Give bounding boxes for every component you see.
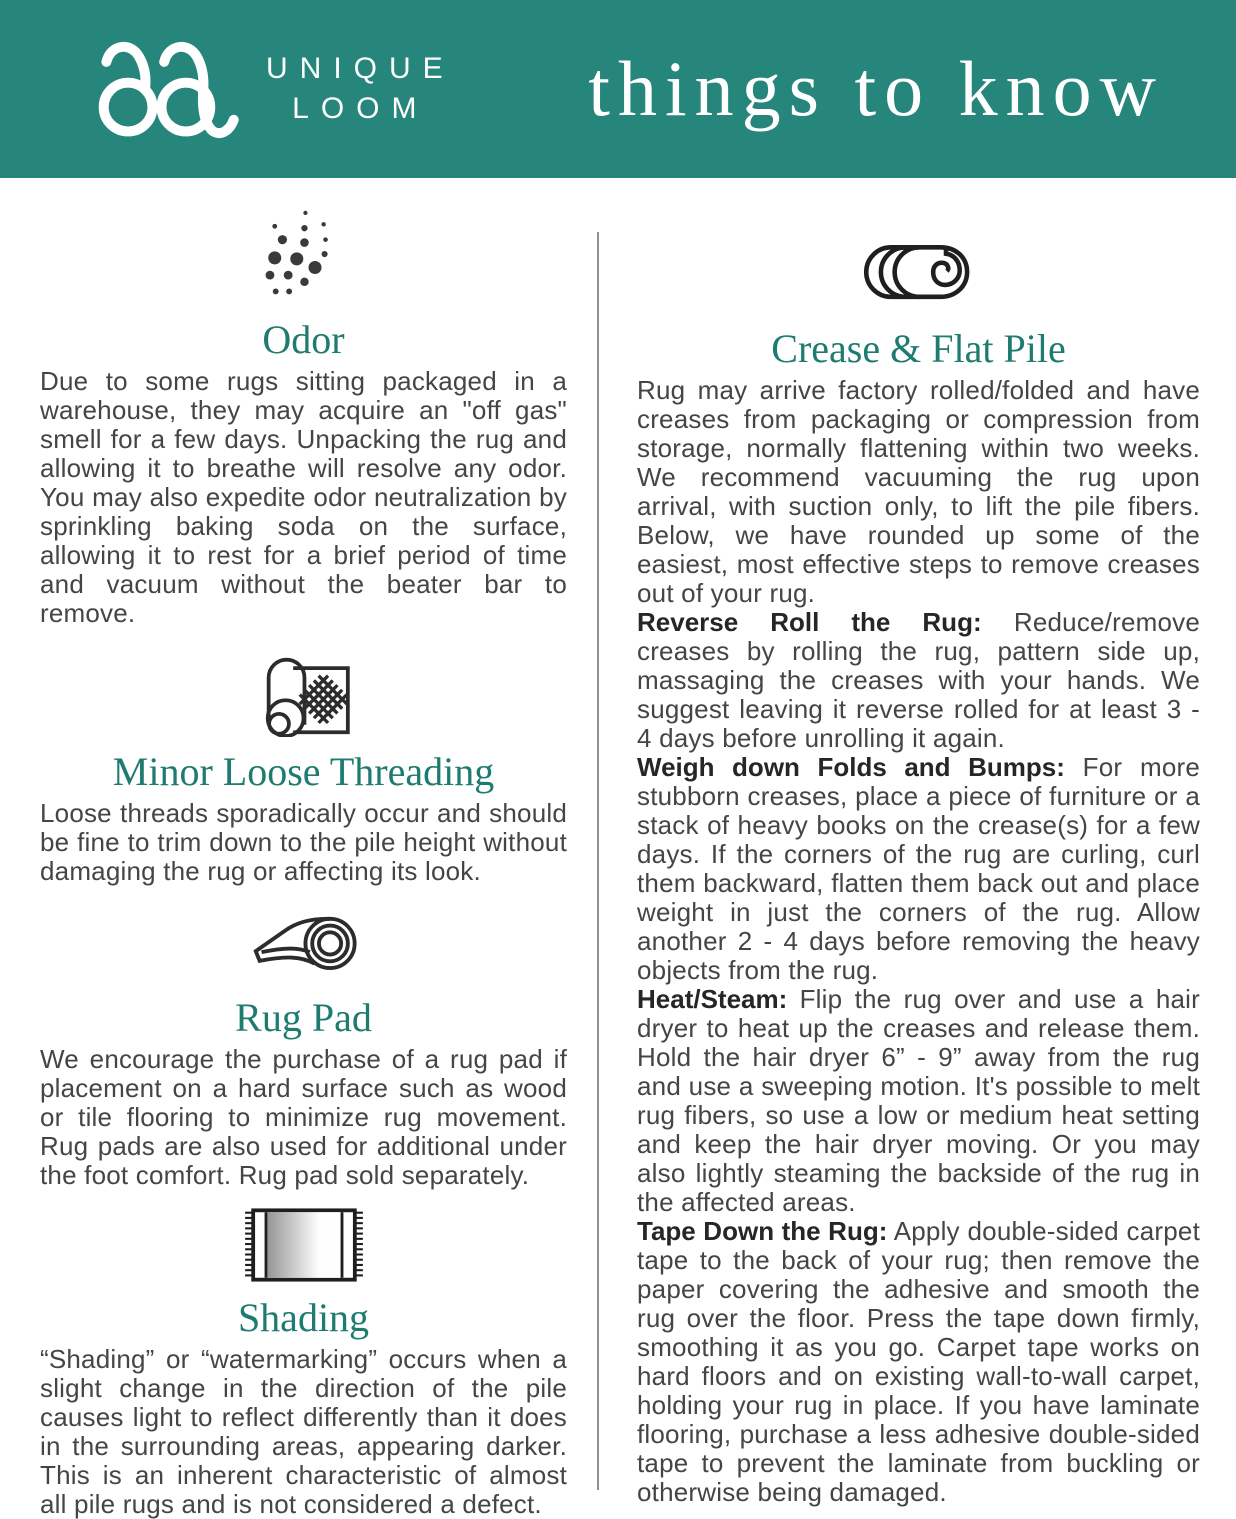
section-odor [40,205,567,628]
tip-tape-down-text: Apply double-sided carpet tape to the back of your rug; then remove the paper covering the adhesive and smooth the rug over the floor. Press the tape down firmly, smoothing it as you go. Carpet tape works on hard floors and on existing wall-to-wall carpet, holding your rug in place. If you have laminate flooring, purchase a less adhesive double-sided tape to prevent the laminate from buckling or otherwise being damaged. [637,1216,1200,1507]
tip-heat-steam-label: Heat/Steam: [637,984,788,1014]
section-title-odor: Odor [262,317,345,362]
tip-tape-down-label: Tape Down the Rug: [637,1216,888,1246]
section-minor-loose-threading [40,638,567,886]
rolled-rug-crosshatch-icon [249,638,359,737]
tip-reverse-roll-label: Reverse Roll the Rug: [637,607,982,637]
rug-pad-roll-icon [241,901,367,983]
left-column [40,178,567,1519]
tip-reverse-roll-text: Reduce/remove creases by rolling the rug, pattern side up, massaging the creases with your hands. We suggest leaving it reverse rolled for at least 3 - 4 days before unrolling it again. [637,607,1200,753]
tip-reverse-roll [637,608,1200,753]
unique-loom-dd-logo-icon [90,33,242,145]
rolled-rug-end-icon [858,240,979,306]
shaded-rug-icon [242,1207,366,1283]
section-intro-crease: Rug may arrive factory rolled/folded and have creases from packaging or compression from storage, normally flattening within two weeks. We recommend vacuuming the rug upon arrival, with suction only, to lift the pile fibers. Below, we have rounded up some of the easiest, most effective steps to remove creases out of your rug. [637,375,1200,608]
tip-heat-steam-text: Flip the rug over and use a hair dryer to heat up the creases and release them. Hold the hair dryer 6” - 9” away from the rug and use a sweeping motion. It's possible to melt rug fibers, so use a low or medium heat setting and keep the hair dryer moving. Or you may also lightly steaming the backside of the rug in the affected areas. [637,984,1200,1217]
section-title-crease: Crease & Flat Pile [771,326,1066,371]
tip-weigh-down [637,753,1200,985]
unique-loom-logo [90,33,455,145]
tip-tape-down [637,1217,1200,1507]
section-shading [40,1207,567,1519]
section-body-threading: Loose threads sporadically occur and should be fine to trim down to the pile height without damaging the rug or affecting its look. [40,798,567,886]
section-crease-flat-pile [637,240,1200,1507]
section-title-rugpad: Rug Pad [235,995,372,1040]
brand-line2: LOOM [292,92,429,125]
right-column [599,178,1200,1507]
brand-line1: UNIQUE [266,52,455,85]
section-title-shading: Shading [237,1295,370,1340]
odor-sprinkle-icon [246,205,361,305]
section-body-shading: “Shading” or “watermarking” occurs when a slight change in the direction of the pile causes light to reflect differently than it does in the surrounding areas, appearing darker. This is an inherent characteristic of almost all pile rugs and is not considered a defect. [40,1344,567,1519]
tip-weigh-down-text: For more stubborn creases, place a piece of furniture or a stack of heavy books on the crease(s) for a few days. If the corners of the rug are curling, curl them backward, flatten them back out and place weight in just the corners of the rug. Allow another 2 - 4 days before removing the heavy objects from the rug. [637,752,1200,985]
brand-header [0,0,1236,178]
section-title-threading: Minor Loose Threading [112,749,495,794]
tip-heat-steam [637,985,1200,1217]
brand-wordmark [266,49,455,129]
tip-weigh-down-label: Weigh down Folds and Bumps: [637,752,1065,782]
section-body-odor: Due to some rugs sitting packaged in a warehouse, they may acquire an "off gas" smell for a few days. Unpacking the rug and allowing it to breathe will resolve any odor. You may also expedite odor neutralization by sprinkling baking soda on the surface, allowing it to rest for a brief period of time and vacuum without the beater bar to remove. [40,366,567,628]
section-rug-pad [40,901,567,1190]
section-body-rugpad: We encourage the purchase of a rug pad if placement on a hard surface such as wood or tile flooring to minimize rug movement. Rug pads are also used for additional under the foot comfort. Rug pad sold separately. [40,1044,567,1190]
two-column-body [0,178,1236,1519]
page-title: things to know [588,45,1164,132]
